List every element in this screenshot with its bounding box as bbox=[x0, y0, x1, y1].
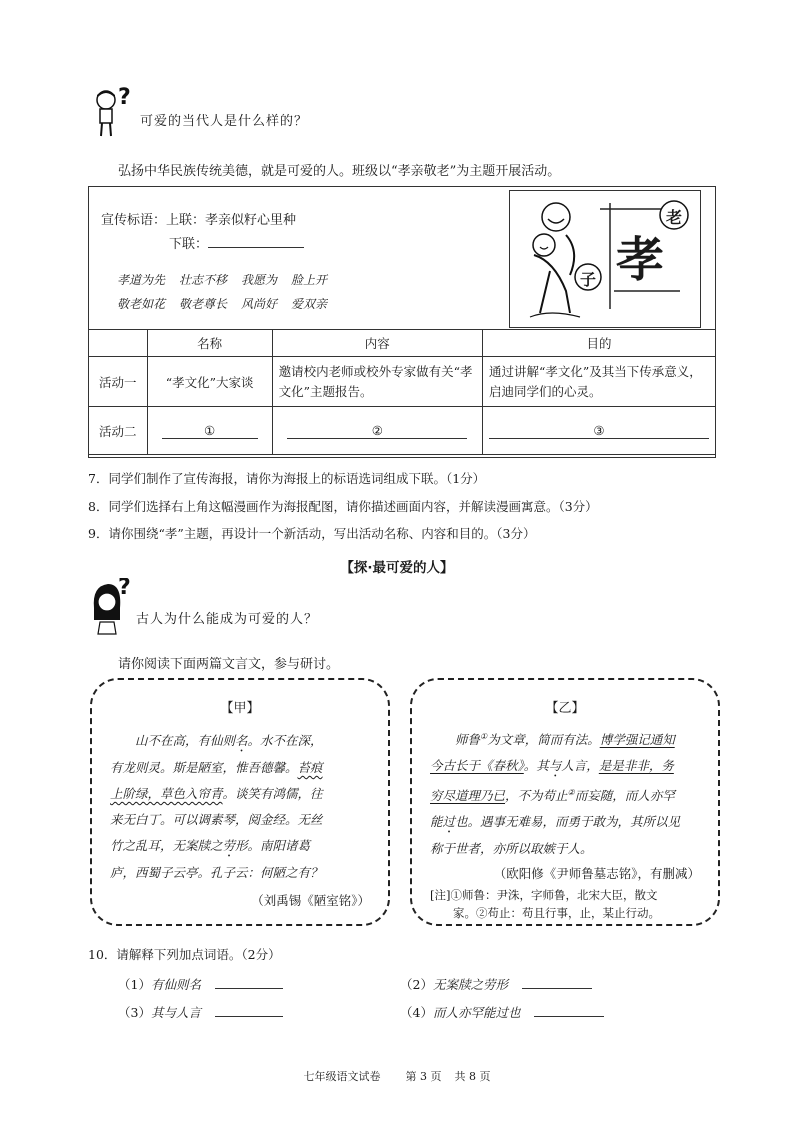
boy-thinking-icon bbox=[88, 86, 136, 138]
word-choices-row2 bbox=[117, 295, 327, 312]
svg-text:?: ? bbox=[118, 86, 131, 110]
blank-marker: ① bbox=[162, 423, 258, 439]
section2-header bbox=[88, 578, 318, 638]
question-7: 7．同学们制作了宣传海报，请你为海报上的标语选词组成下联。（1分） bbox=[88, 471, 486, 486]
text-jia-box bbox=[90, 678, 390, 926]
lower-answer-blank[interactable] bbox=[208, 235, 304, 248]
text-yi-heading: 【乙】 bbox=[545, 701, 585, 716]
answer-blank[interactable] bbox=[215, 1016, 283, 1017]
table-header-cell bbox=[89, 330, 148, 357]
item-text: 而人亦罕能过也 bbox=[432, 1005, 521, 1020]
footer-exam: 七年级语文试卷 bbox=[303, 1070, 381, 1083]
note-line-2: 家。②苟止：苟且行事，止，某止行动。 bbox=[453, 906, 660, 921]
slogan-label: 宣传标语： bbox=[101, 213, 167, 228]
table-row bbox=[89, 407, 716, 455]
upper-label: 上联： bbox=[166, 213, 206, 228]
word-choice: 我愿为 bbox=[241, 273, 278, 287]
question-10: 10．请解释下列加点词语。（2分） bbox=[88, 947, 281, 962]
answer-blank-1[interactable] bbox=[147, 407, 272, 455]
word-choice: 敬老如花 bbox=[117, 297, 166, 311]
item-num: （3） bbox=[118, 1005, 151, 1020]
q10-item-2 bbox=[400, 972, 592, 998]
text-yi-box bbox=[410, 678, 720, 926]
table-header-cell: 内容 bbox=[272, 330, 482, 357]
section1-intro: 弘扬中华民族传统美德，就是可爱的人。班级以“孝亲敬老”为主题开展活动。 bbox=[118, 164, 561, 179]
footer-page: 第 3 页 bbox=[405, 1070, 442, 1083]
word-choice: 爱双亲 bbox=[291, 297, 328, 311]
item-text: 其与人言 bbox=[150, 1005, 201, 1020]
table-header-row bbox=[89, 330, 716, 357]
word-choice: 脸上开 bbox=[291, 273, 328, 287]
item-num: （2） bbox=[400, 977, 433, 992]
cartoon-bottom-char: 子 bbox=[580, 270, 597, 289]
row-label: 活动二 bbox=[89, 407, 148, 455]
section2-intro: 请你阅读下面两篇文言文，参与研讨。 bbox=[118, 657, 340, 672]
text-jia-body: 山不在高，有仙则名。水不在深， 有龙则灵。斯是陋室，惟吾德馨。苔痕 上阶绿，草色入帘青。谈笑有鸿儒，往 来无白丁。可以调素琴，阅金经。无丝 竹之乱耳，无案牍之劳形。南阳诸葛 庐，西蜀子云亭。孔子云：何陋之有？ bbox=[110, 733, 323, 880]
page-footer bbox=[0, 1068, 794, 1084]
section1-header bbox=[88, 86, 308, 138]
section2-title: 古人为什么能成为可爱的人？ bbox=[136, 611, 319, 627]
item-num: （1） bbox=[118, 977, 151, 992]
slogan-upper bbox=[101, 209, 296, 228]
footer-total: 共 8 页 bbox=[454, 1070, 491, 1083]
text-yi-source: （欧阳修《尹师鲁墓志铭》，有删减） bbox=[493, 866, 700, 882]
q10-item-4 bbox=[400, 1000, 604, 1026]
word-choices-row1 bbox=[117, 271, 327, 288]
question-9: 9．请你围绕“孝”主题，再设计一个新活动，写出活动名称、内容和目的。（3分） bbox=[88, 526, 536, 541]
answer-blank[interactable] bbox=[534, 1016, 604, 1017]
cartoon-big-char: 孝 bbox=[616, 232, 665, 288]
slogan-lower bbox=[169, 233, 304, 252]
word-choice: 孝道为先 bbox=[117, 273, 166, 287]
text-yi-note bbox=[430, 886, 700, 922]
answer-blank-2[interactable] bbox=[272, 407, 482, 455]
word-choice: 风尚好 bbox=[241, 297, 278, 311]
table-header-cell: 名称 bbox=[147, 330, 272, 357]
blank-marker: ② bbox=[287, 423, 467, 439]
note-line-1: [注]①师鲁：尹洙，字师鲁，北宋大臣，散文 bbox=[430, 888, 658, 903]
filial-piety-cartoon bbox=[509, 190, 701, 328]
answer-blank[interactable] bbox=[215, 988, 283, 989]
table-header-cell: 目的 bbox=[483, 330, 716, 357]
poster-table-frame bbox=[88, 186, 716, 458]
cartoon-top-char: 老 bbox=[666, 208, 683, 227]
lower-label: 下联： bbox=[169, 237, 209, 252]
activity-table bbox=[88, 329, 716, 455]
question-8: 8．同学们选择右上角这幅漫画作为海报配图，请你描述画面内容，并解读漫画寓意。（3分） bbox=[88, 499, 598, 514]
q10-item-3 bbox=[118, 1000, 283, 1026]
section2-banner: 【探·最可爱的人】 bbox=[340, 560, 454, 576]
answer-blank-3[interactable] bbox=[483, 407, 716, 455]
answer-blank[interactable] bbox=[522, 988, 592, 989]
upper-text: 孝亲似籽心里种 bbox=[205, 213, 297, 228]
q10-item-1 bbox=[118, 972, 283, 998]
activity-purpose: 通过讲解“孝文化”及其当下传承意义，启迪同学们的心灵。 bbox=[483, 357, 716, 407]
word-choice: 壮志不移 bbox=[179, 273, 228, 287]
activity-name: “孝文化”大家谈 bbox=[147, 357, 272, 407]
svg-text:?: ? bbox=[118, 578, 131, 600]
table-row bbox=[89, 357, 716, 407]
item-text: 无案牍之劳形 bbox=[432, 977, 508, 992]
row-label: 活动一 bbox=[89, 357, 148, 407]
text-yi-body: 师鲁①为文章，简而有法。博学强记通知 今古长于《春秋》。其与人言，是是非非，务 穷尽道理乃已，不为苟止②而妄随，而人亦罕 能过也。遇事无难易，而勇于敢为，其所以见 称于世者，亦所以取嫉于人。 bbox=[430, 732, 681, 857]
item-text: 有仙则名 bbox=[150, 977, 201, 992]
blank-marker: ③ bbox=[489, 423, 709, 439]
girl-thinking-icon bbox=[88, 578, 136, 638]
section1-title: 可爱的当代人是什么样的？ bbox=[140, 113, 309, 129]
text-jia-heading: 【甲】 bbox=[220, 701, 260, 716]
text-jia-source: （刘禹锡《陋室铭》） bbox=[251, 893, 370, 908]
word-choice: 敬老尊长 bbox=[179, 297, 228, 311]
item-num: （4） bbox=[400, 1005, 433, 1020]
activity-table-wrap bbox=[88, 329, 716, 455]
activity-content: 邀请校内老师或校外专家做有关“孝文化”主题报告。 bbox=[272, 357, 482, 407]
